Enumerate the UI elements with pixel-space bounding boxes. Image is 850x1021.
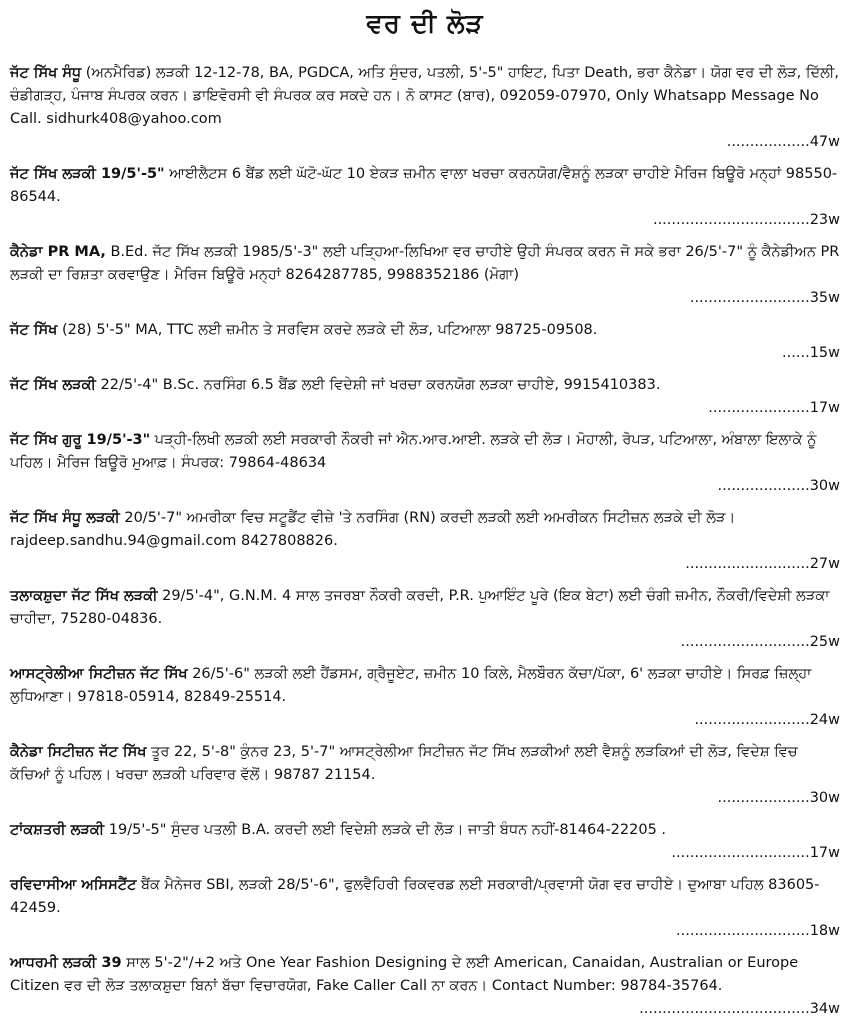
classified-ad: [10, 819, 840, 865]
ad-code-line: [10, 998, 840, 1021]
ad-leader-dots: ....................: [717, 790, 810, 806]
classified-ad: [10, 507, 840, 576]
classified-ad: [10, 374, 840, 420]
ad-text: ਤੂਰ 22, 5'-8" ਕੁੰਨਰ 23, 5'-7" ਆਸਟ੍ਰੇਲੀਆ ਸਿਟੀਜ਼ਨ ਜੱਟ ਸਿੱਖ ਲੜਕੀਆਂ ਲਈ ਵੈਸ਼ਨੂੰ ਲੜਕਿਆਂ ਦੀ ਲੋੜ, ਵਿਦੇਸ਼ ਵਿਚ ਕੱਚਿਆਂ ਨੂੰ ਪਹਿਲ। ਖਰਚਾ ਲੜਕੀ ਪਰਿਵਾਰ ਵੱਲੋਂ। 98787 21154.: [10, 744, 798, 783]
ad-text: 19/5'-5" ਸੁੰਦਰ ਪਤਲੀ B.A. ਕਰਦੀ ਲਈ ਵਿਦੇਸ਼ੀ ਲੜਕੇ ਦੀ ਲੋੜ। ਜਾਤੀ ਬੰਧਨ ਨਹੀਂ-81464-22205 .: [104, 822, 667, 838]
ad-text: B.Ed. ਜੱਟ ਸਿੱਖ ਲੜਕੀ 1985/5'-3" ਲਈ ਪੜ੍ਹਿਆ-ਲਿਖਿਆ ਵਰ ਚਾਹੀਏ ਉਹੀ ਸੰਪਰਕ ਕਰਨ ਜੋ ਸਕੇ ਭਰਾ 26/5'-7" ਨੂੰ ਕੈਨੇਡੀਅਨ PR ਲੜਕੀ ਦਾ ਰਿਸ਼ਤਾ ਕਰਵਾਉਣ। ਮੈਰਿਜ ਬਿਊਰੋ ਮਨ੍ਹਾਂ 8264287785, 9988352186 (ਮੋਗਾ): [10, 244, 840, 283]
ad-text: ਆਈਲੈਟਸ 6 ਬੈਂਡ ਲਈ ਘੱਟੋ-ਘੱਟ 10 ਏਕੜ ਜ਼ਮੀਨ ਵਾਲਾ ਖਰਚਾ ਕਰਨਯੋਗ/ਵੈਸ਼ਨੂੰ ਲੜਕਾ ਚਾਹੀਏ ਮੈਰਿਜ ਬਿਊਰੋ ਮਨ੍ਹਾਂ 98550-86544.: [10, 166, 838, 205]
classified-ad: [10, 241, 840, 310]
ad-leader-dots: ......................: [708, 400, 810, 416]
ad-heading: ਤਲਾਕਸ਼ੁਦਾ ਜੱਟ ਸਿੱਖ ਲੜਕੀ: [10, 588, 158, 604]
ad-text: 29/5'-4", G.N.M. 4 ਸਾਲ ਤਜਰਬਾ ਨੌਕਰੀ ਕਰਦੀ, P.R. ਪੁਆਇੰਟ ਪੂਰੇ (ਇਕ ਬੇਟਾ) ਲਈ ਚੰਗੀ ਜ਼ਮੀਨ, ਨੌਕਰੀ/ਵਿਦੇਸ਼ੀ ਲੜਕਾ ਚਾਹੀਦਾ, 75280-04836.: [10, 588, 830, 627]
ad-text: ਪੜ੍ਹੀ-ਲਿਖੀ ਲੜਕੀ ਲਈ ਸਰਕਾਰੀ ਨੌਕਰੀ ਜਾਂ ਐਨ.ਆਰ.ਆਈ. ਲੜਕੇ ਦੀ ਲੋੜ। ਮੋਹਾਲੀ, ਰੋਪੜ, ਪਟਿਆਲਾ, ਅੰਬਾਲਾ ਇਲਾਕੇ ਨੂੰ ਪਹਿਲ। ਮੈਰਿਜ ਬਿਊਰੋ ਮੁਆਫ਼। ਸੰਪਰਕ: 79864-48634: [10, 432, 817, 471]
ad-leader-dots: .....................................: [639, 1001, 810, 1017]
ad-word-count: 34w: [809, 1001, 840, 1017]
classified-ad: [10, 952, 840, 1021]
ad-leader-dots: ..........................: [689, 290, 810, 306]
ad-leader-dots: ............................: [680, 634, 810, 650]
ad-text: 20/5'-7" ਅਮਰੀਕਾ ਵਿਚ ਸਟੂਡੈਂਟ ਵੀਜ਼ੇ 'ਤੇ ਨਰਸਿੰਗ (RN) ਕਰਦੀ ਲੜਕੀ ਲਈ ਅਮਰੀਕਨ ਸਿਟੀਜ਼ਨ ਲੜਕੇ ਦੀ ਲੋੜ। rajdeep.sandhu.94@gmail.com 8427808826.: [10, 510, 736, 549]
classified-ad: [10, 585, 840, 654]
ad-text: 22/5'-4" B.Sc. ਨਰਸਿੰਗ 6.5 ਬੈਂਡ ਲਈ ਵਿਦੇਸ਼ੀ ਜਾਂ ਖਰਚਾ ਕਰਨਯੋਗ ਲੜਕਾ ਚਾਹੀਏ, 9915410383.: [95, 377, 661, 393]
classified-ad: [10, 663, 840, 732]
ad-leader-dots: ....................: [717, 478, 810, 494]
ad-text: ਸਾਲ 5'-2"/+2 ਅਤੇ One Year Fashion Designing ਦੇ ਲਈ American, Canaidan, Australian or Europe Citizen ਵਰ ਦੀ ਲੋੜ ਤਲਾਕਸ਼ੁਦਾ ਬਿਨਾਂ ਬੱਚਾ ਵਿਚਾਰਯੋਗ, Fake Caller Call ਨਾ ਕਰਨ। Contact Number: 98784-35764.: [10, 955, 799, 994]
ad-code-line: [10, 342, 840, 365]
ad-leader-dots: ...........................: [685, 556, 810, 572]
page-title: ਵਰ ਦੀ ਲੋੜ: [366, 9, 484, 39]
ad-code-line: [10, 842, 840, 865]
ad-word-count: 15w: [809, 345, 840, 361]
classified-ads-list: [10, 62, 840, 1021]
ad-leader-dots: ..............................: [671, 845, 810, 861]
ad-heading: ਟਾਂਕਸ਼ਤਰੀ ਲੜਕੀ: [10, 822, 105, 838]
classified-ad: [10, 874, 840, 943]
ad-word-count: 18w: [809, 923, 840, 939]
ad-word-count: 24w: [809, 712, 840, 728]
ad-leader-dots: ..................: [726, 134, 810, 150]
ad-code-line: [10, 631, 840, 654]
ad-text: (ਅਨਮੈਰਿਡ) ਲੜਕੀ 12-12-78, BA, PGDCA, ਅਤਿ ਸੁੰਦਰ, ਪਤਲੀ, 5'-5" ਹਾਇਟ, ਪਿਤਾ Death, ਭਰਾ ਕੈਨੇਡਾ। ਯੋਗ ਵਰ ਦੀ ਲੋੜ, ਦਿੱਲੀ, ਚੰਡੀਗੜ੍ਹ, ਪੰਜਾਬ ਸੰਪਰਕ ਕਰਨ। ਡਾਇਵੋਰਸੀ ਵੀ ਸੰਪਰਕ ਕਰ ਸਕਦੇ ਹਨ। ਨੋ ਕਾਸਟ (ਬਾਰ), 092059-07970, Only Whatsapp Message No Call. sidhurk408@yahoo.com: [10, 65, 839, 127]
ad-heading: ਜੱਟ ਸਿੱਖ ਗੁਰੂ 19/5'-3": [10, 432, 151, 448]
classified-ad: [10, 429, 840, 498]
ad-leader-dots: ......: [782, 345, 810, 361]
ad-code-line: [10, 287, 840, 310]
ad-heading: ਜੱਟ ਸਿੱਖ ਲੜਕੀ 19/5'-5": [10, 166, 165, 182]
ad-heading: ਕੈਨੇਡਾ ਸਿਟੀਜ਼ਨ ਜੱਟ ਸਿੱਖ: [10, 744, 147, 760]
ad-heading: ਕੈਨੇਡਾ PR MA,: [10, 244, 106, 260]
ad-heading: ਜੱਟ ਸਿੱਖ ਲੜਕੀ: [10, 377, 96, 393]
ad-word-count: 23w: [809, 212, 840, 228]
classified-ad: [10, 62, 840, 154]
ad-text: 26/5'-6" ਲੜਕੀ ਲਈ ਹੈਂਡਸਮ, ਗ੍ਰੈਜੂਏਟ, ਜ਼ਮੀਨ 10 ਕਿਲੇ, ਮੈਲਬੌਰਨ ਕੱਚਾ/ਪੱਕਾ, 6' ਲੜਕਾ ਚਾਹੀਏ। ਸਿਰਫ਼ ਜ਼ਿਲ੍ਹਾ ਲੁਧਿਆਣਾ। 97818-05914, 82849-25514.: [10, 666, 812, 705]
ad-word-count: 35w: [809, 290, 840, 306]
ad-heading: ਜੱਟ ਸਿੱਖ ਸੰਧੂ ਲੜਕੀ: [10, 510, 120, 526]
ad-word-count: 25w: [809, 634, 840, 650]
classified-ad: [10, 163, 840, 232]
ad-text: (28) 5'-5" MA, TTC ਲਈ ਜ਼ਮੀਨ ਤੇ ਸਰਵਿਸ ਕਰਦੇ ਲੜਕੇ ਦੀ ਲੋੜ, ਪਟਿਆਲਾ 98725-09508.: [57, 322, 598, 338]
classified-ad: [10, 741, 840, 810]
ad-leader-dots: ..................................: [652, 212, 810, 228]
ad-code-line: [10, 475, 840, 498]
ad-heading: ਰਵਿਦਾਸੀਆ ਅਸਿਸਟੈਂਟ: [10, 877, 137, 893]
ad-code-line: [10, 131, 840, 154]
ad-leader-dots: .........................: [694, 712, 810, 728]
ad-heading: ਆਧਰਮੀ ਲੜਕੀ 39: [10, 955, 122, 971]
ad-word-count: 17w: [809, 845, 840, 861]
ad-text: ਬੈਂਕ ਮੈਨੇਜਰ SBI, ਲੜਕੀ 28/5'-6", ਫੁਲਵੈਹਿਰੀ ਰਿਕਵਰਡ ਲਈ ਸਰਕਾਰੀ/ਪ੍ਰਵਾਸੀ ਯੋਗ ਵਰ ਚਾਹੀਏ। ਦੁਆਬਾ ਪਹਿਲ 83605-42459.: [10, 877, 820, 916]
classified-ad: [10, 319, 840, 365]
ad-word-count: 27w: [809, 556, 840, 572]
ad-heading: ਆਸਟ੍ਰੇਲੀਆ ਸਿਟੀਜ਼ਨ ਜੱਟ ਸਿੱਖ: [10, 666, 188, 682]
ad-code-line: [10, 397, 840, 420]
ad-code-line: [10, 209, 840, 232]
ad-code-line: [10, 709, 840, 732]
ad-leader-dots: .............................: [676, 923, 810, 939]
ad-word-count: 30w: [809, 790, 840, 806]
ad-heading: ਜੱਟ ਸਿੱਖ: [10, 322, 58, 338]
ad-word-count: 47w: [809, 134, 840, 150]
ad-word-count: 17w: [809, 400, 840, 416]
ad-word-count: 30w: [809, 478, 840, 494]
ad-code-line: [10, 553, 840, 576]
ad-code-line: [10, 920, 840, 943]
ad-heading: ਜੱਟ ਸਿੱਖ ਸੰਧੂ: [10, 65, 82, 81]
ad-code-line: [10, 787, 840, 810]
